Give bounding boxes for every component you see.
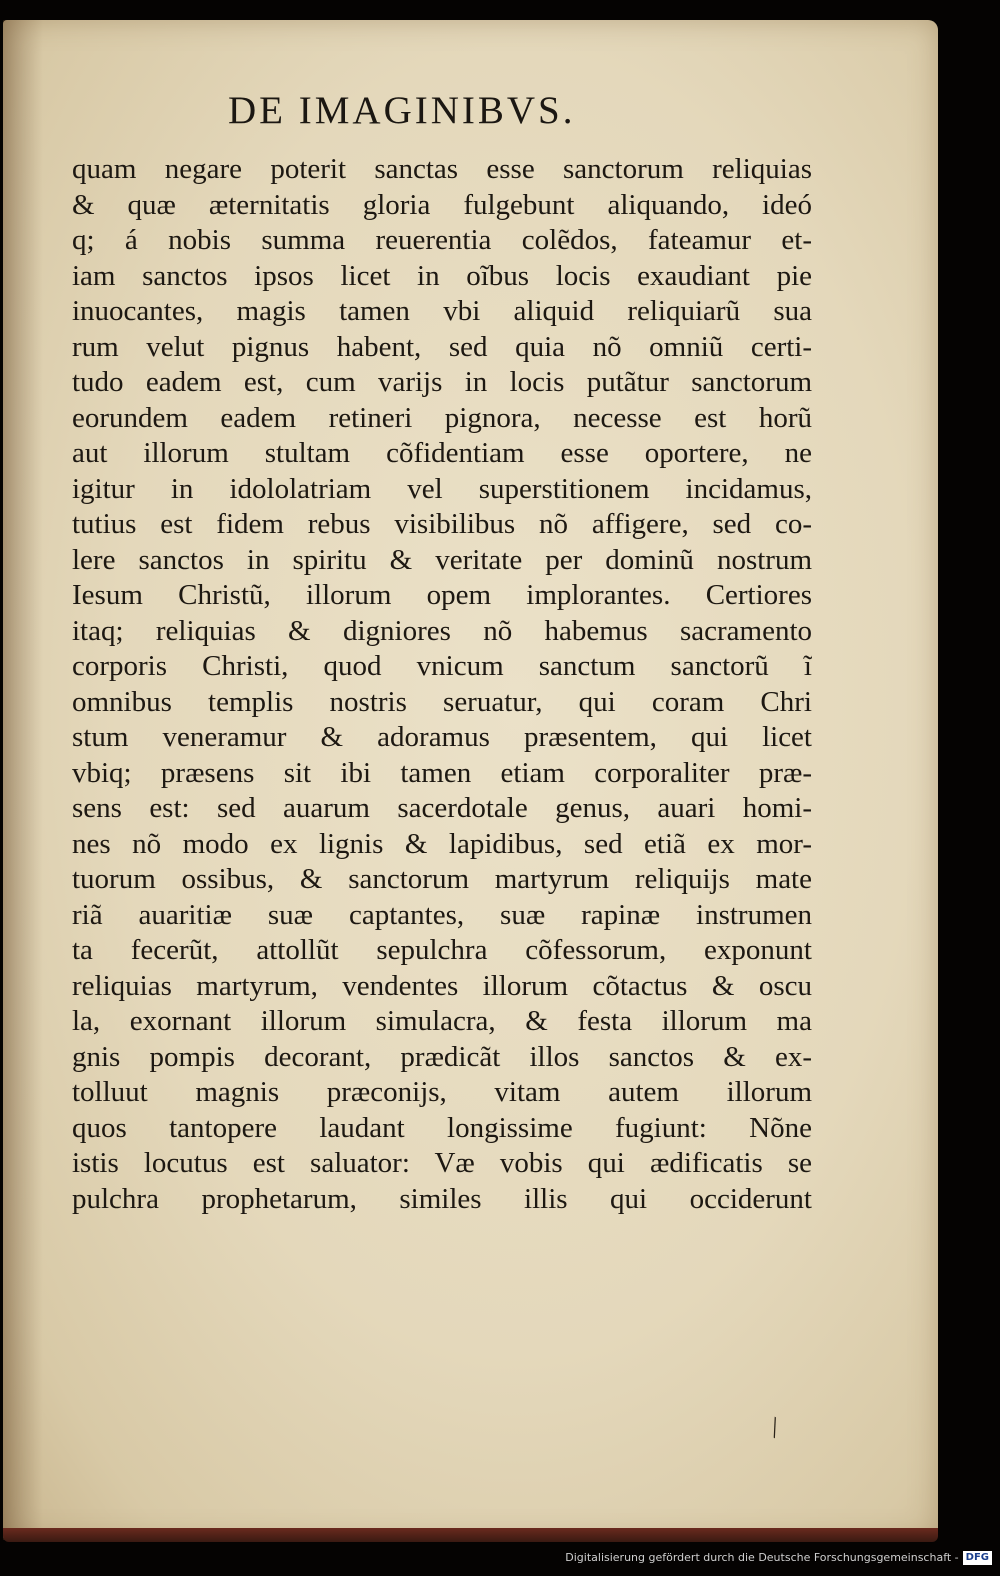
dfg-logo: DFG: [963, 1551, 992, 1565]
text-line: & quæ æternitatis gloria fulgebunt aliquando, ideó: [72, 188, 812, 221]
text-line: istis locutus est saluator: Væ vobis qui ædificatis se: [72, 1147, 812, 1179]
text-line: tudo eadem est, cum varijs in locis putãtur sanctorum: [72, 366, 812, 398]
text-line: eorundem eadem retineri pignora, necesse est horũ: [72, 401, 812, 434]
text-line: tuorum ossibus, & sanctorum martyrum reliquijs mate: [72, 863, 812, 895]
text-line: Iesum Christũ, illorum opem implorantes. Certiores: [72, 579, 812, 611]
credit-text: Digitalisierung gefördert durch die Deutsche Forschungsgemeinschaft -: [565, 1551, 959, 1564]
text-line: q; á nobis summa reuerentia colẽdos, fateamur et-: [72, 224, 812, 256]
text-line: quam negare poterit sanctas esse sanctorum reliquias: [72, 153, 812, 185]
text-line: iam sanctos ipsos licet in oĩbus locis exaudiant pie: [72, 259, 812, 292]
text-line: ta fecerũt, attollũt sepulchra cõfessorum, exponunt: [72, 934, 812, 966]
text-line: omnibus templis nostris seruatur, qui coram Chri: [72, 685, 812, 718]
text-line: la, exornant illorum simulacra, & festa illorum ma: [72, 1005, 812, 1037]
text-line: lere sanctos in spiritu & veritate per dominũ nostrum: [72, 543, 812, 576]
text-line: rum velut pignus habent, sed quia nõ omniũ certi-: [72, 330, 812, 363]
text-line: gnis pompis decorant, prædicãt illos sanctos & ex-: [72, 1040, 812, 1073]
text-line: pulchra prophetarum, similes illis qui occiderunt: [72, 1182, 812, 1215]
text-line: quos tantopere laudant longissime fugiunt: Nõne: [72, 1111, 812, 1144]
text-line: sens est: sed auarum sacerdotale genus, auari homi-: [72, 792, 812, 824]
text-line: riã auaritiæ suæ captantes, suæ rapinæ instrumen: [72, 898, 812, 931]
text-line: aut illorum stultam cõfidentiam esse oportere, ne: [72, 437, 812, 469]
ink-speck: ╲: [765, 1416, 784, 1439]
digitization-credit: [0, 1551, 992, 1565]
body-text: [72, 152, 812, 1217]
text-line: nes nõ modo ex lignis & lapidibus, sed etiã ex mor-: [72, 827, 812, 860]
text-line: stum veneramur & adoramus præsentem, qui licet: [72, 721, 812, 753]
text-line: tolluut magnis præconijs, vitam autem illorum: [72, 1076, 812, 1108]
text-line: tutius est fidem rebus visibilibus nõ affigere, sed co-: [72, 508, 812, 540]
text-line: reliquias martyrum, vendentes illorum cõtactus & oscu: [72, 969, 812, 1002]
text-line: igitur in idololatriam vel superstitionem incidamus,: [72, 472, 812, 505]
gutter-shadow: [3, 20, 43, 1540]
text-line: vbiq; præsens sit ibi tamen etiam corporaliter præ-: [72, 756, 812, 789]
text-line: inuocantes, magis tamen vbi aliquid reliquiarũ sua: [72, 295, 812, 327]
text-line: itaq; reliquias & digniores nõ habemus sacramento: [72, 614, 812, 647]
page-edge: [3, 1528, 938, 1542]
text-line: corporis Christi, quod vnicum sanctum sanctorũ ĩ: [72, 650, 812, 682]
running-head: DE IMAGINIBVS.: [228, 89, 576, 132]
